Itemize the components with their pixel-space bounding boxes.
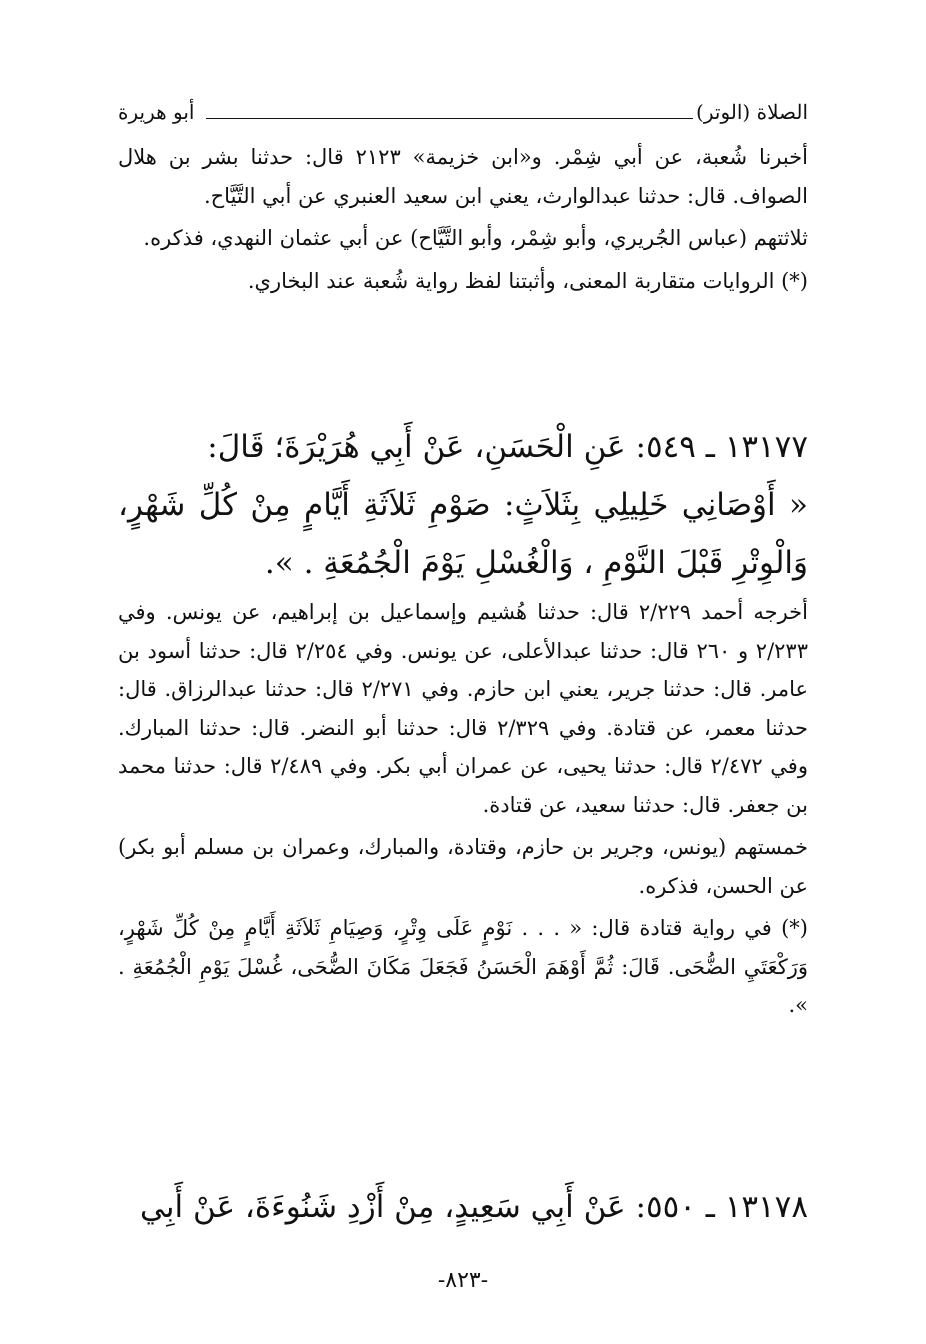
hadith-heading: ١٣١٧٨ ـ ٥٥٠: عَنْ أَبِي سَعِيدٍ، مِنْ أَزْدِ شَنُوءَةَ، عَنْ أَبِي <box>140 1189 808 1225</box>
chapter-title: الصلاة (الوتر) <box>696 100 808 124</box>
note-paragraph: أخبرنا شُعبة، عن أبي شِمْر. و«ابن خزيمة» ٢١٢٣ قال: حدثنا بشر بن هلال الصواف. قال: حدثنا عبدالوارث، يعني ابن سعيد العنبري عن أبي التَّيَّاح. <box>118 145 809 208</box>
narrator-name: أبو هريرة <box>118 100 195 124</box>
note-paragraph: ثلاثتهم (عباس الجُريري، وأبو شِمْر، وأبو التَّيَّاح) عن أبي عثمان النهدي، فذكره. <box>143 226 808 250</box>
note-paragraph: أخرجه أحمد ٢/٢٢٩ قال: حدثنا هُشيم وإسماعيل بن إبراهيم، عن يونس. وفي ٢/٢٣٣ و ٢٦٠ قال: حدثنا عبدالأعلى، عن يونس. وفي ٢/٢٥٤ قال: حدثنا أسود بن عامر. قال: حدثنا جرير، يعني ابن حازم. وفي ٢/٢٧١ قال: حدثنا عبدالرزاق. قال: حدثنا معمر، عن قتادة. وفي ٢/٣٢٩ قال: حدثنا أبو النضر. قال: حدثنا المبارك. وفي ٢/٤٧٢ قال: حدثنا يحيى، عن عمران أبي بكر. وفي ٢/٤٨٩ قال: حدثنا محمد بن جعفر. قال: حدثنا سعيد، عن قتادة. <box>118 600 809 817</box>
note-paragraph: (*) في رواية قتادة قال: « . . . نَوْمٍ عَلَى وِتْرٍ، وَصِيَامِ ثَلاَثَةِ أَيَّامٍ مِنْ كُلِّ شَهْرٍ، وَرَكْعَتَيِ الضُّحَى. قَالَ: ثُمَّ أَوْهَمَ الْحَسَنُ فَجَعَلَ مَكَانَ الضُّحَى، غُسْلَ يَوْمِ الْجُمُعَةِ . ». <box>118 916 808 1017</box>
hadith-heading: ١٣١٧٧ ـ ٥٤٩: عَنِ الْحَسَنِ، عَنْ أَبِي هُرَيْرَةَ؛ قَالَ: <box>207 429 808 465</box>
source-notes-2 <box>118 593 808 1025</box>
hadith-text: « أَوْصَانِي خَلِيلِي بِثَلاَثٍ: صَوْمِ ثَلاَثَةِ أَيَّامٍ مِنْ كُلِّ شَهْرٍ، وَالْوِتْرِ قَبْلَ النَّوْمِ ، وَالْغُسْلِ يَوْمَ الْجُمُعَةِ . ». <box>118 487 808 581</box>
hadith-1178 <box>118 1178 808 1236</box>
source-notes-1 <box>118 138 808 300</box>
header-rule <box>206 118 693 119</box>
running-header <box>118 96 808 132</box>
hadith-1177 <box>118 418 808 592</box>
note-paragraph: خمستهم (يونس، وجرير بن حازم، وقتادة، والمبارك، وعمران بن مسلم أبو بكر) عن الحسن، فذكره. <box>118 835 808 898</box>
note-paragraph: (*) الروايات متقاربة المعنى، وأثبتنا لفظ رواية شُعبة عند البخاري. <box>247 268 808 293</box>
page-number: -٨٢٣- <box>437 1268 489 1293</box>
